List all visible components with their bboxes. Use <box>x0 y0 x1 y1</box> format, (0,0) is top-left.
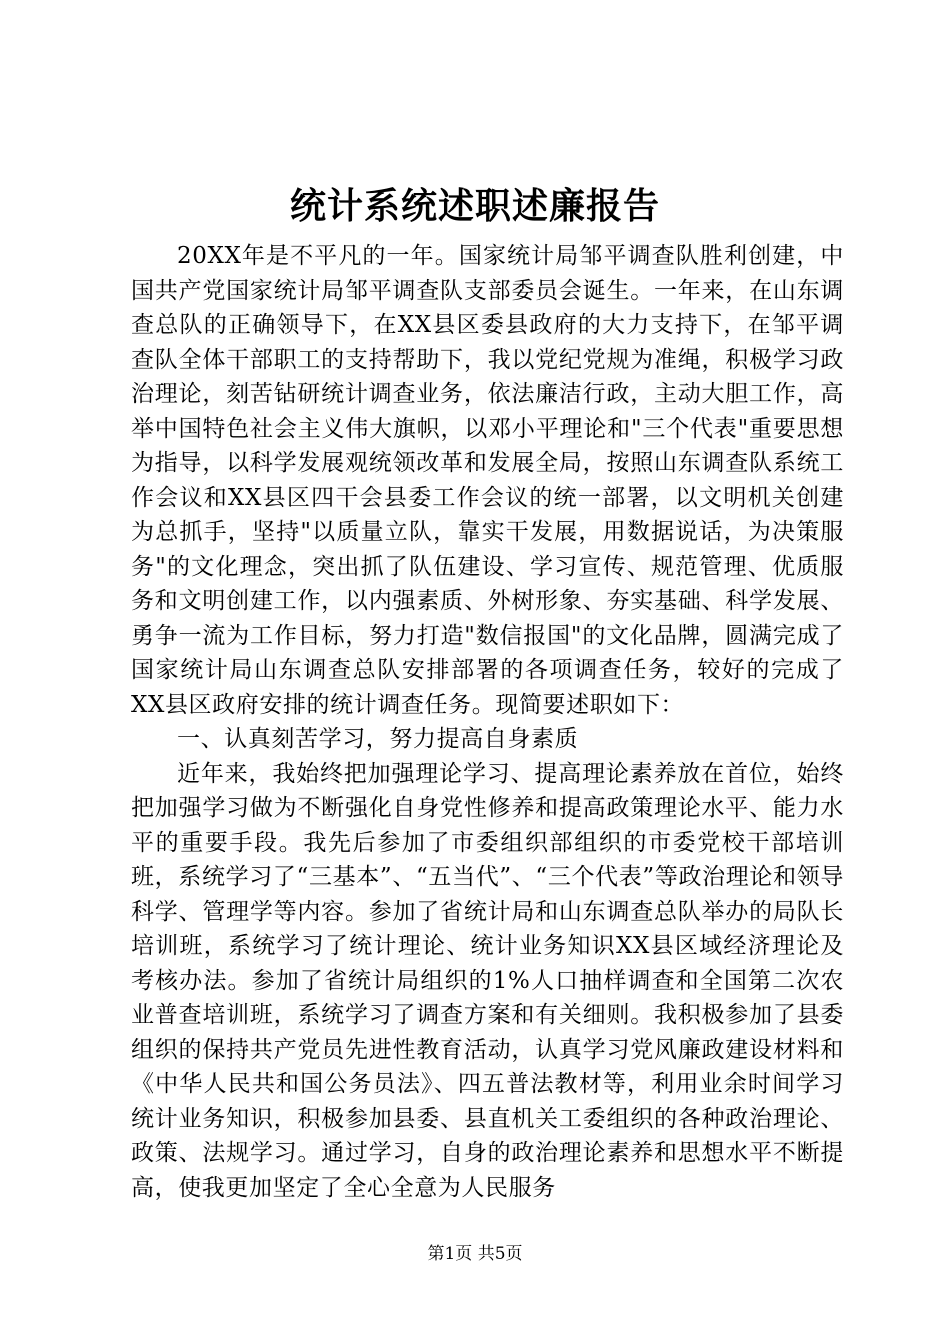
section-heading-1: 一、认真刻苦学习，努力提高自身素质 <box>177 726 579 752</box>
page-footer: 第1页 共5页 <box>427 1244 523 1264</box>
paragraph-intro: 20XX年是不平凡的一年。国家统计局邹平调查队胜利创建，中国共产党国家统计局邹平调查队支部委员会诞生。一年来，在山东调查总队的正确领导下，在XX县区委县政府的大力支持下，在邹平调查队全体干部职工的支持帮助下，我以党纪党规为准绳，积极学习政治理论，刻苦钻研统计调查业务，依法廉洁行政，主动大胆工作，高举中国特色社会主义伟大旗帜，以邓小平理论和"三个代表"重要思想为指导，以科学发展观统领改革和发展全局，按照山东调查队系统工作会议和XX县区四干会县委工作会议的统一部署，以文明机关创建为总抓手，坚持"以质量立队，靠实干发展，用数据说话，为决策服务"的文化理念，突出抓了队伍建设、学习宣传、规范管理、优质服务和文明创建工作，以内强素质、外树形象、夯实基础、科学发展、勇争一流为工作目标，努力打造"数信报国"的文化品牌，圆满完成了国家统计局山东调查总队安排部署的各项调查任务，较好的完成了XX县区政府安排的统计调查任务。现简要述职如下： <box>131 243 844 718</box>
paragraph-study: 近年来，我始终把加强理论学习、提高理论素养放在首位，始终把加强学习做为不断强化自身党性修养和提高政策理论水平、能力水平的重要手段。我先后参加了市委组织部组织的市委党校干部培训班，系统学习了“三基本”、“五当代”、“三个代表”等政治理论和领导科学、管理学等内容。参加了省统计局和山东调查总队举办的局队长培训班，系统学习了统计理论、统计业务知识XX县区域经济理论及考核办法。参加了省统计局组织的1%人口抽样调查和全国第二次农业普查培训班，系统学习了调查方案和有关细则。我积极参加了县委组织的保持共产党员先进性教育活动，认真学习党风廉政建设材料和《中华人民共和国公务员法》、四五普法教材等，利用业余时间学习统计业务知识，积极参加县委、县直机关工委组织的各种政治理论、政策、法规学习。通过学习，自身的政治理论素养和思想水平不断提高，使我更加坚定了全心全意为人民服务 <box>131 760 844 1201</box>
document-title: 统计系统述职述廉报告 <box>289 185 660 227</box>
document-body <box>131 239 844 1205</box>
